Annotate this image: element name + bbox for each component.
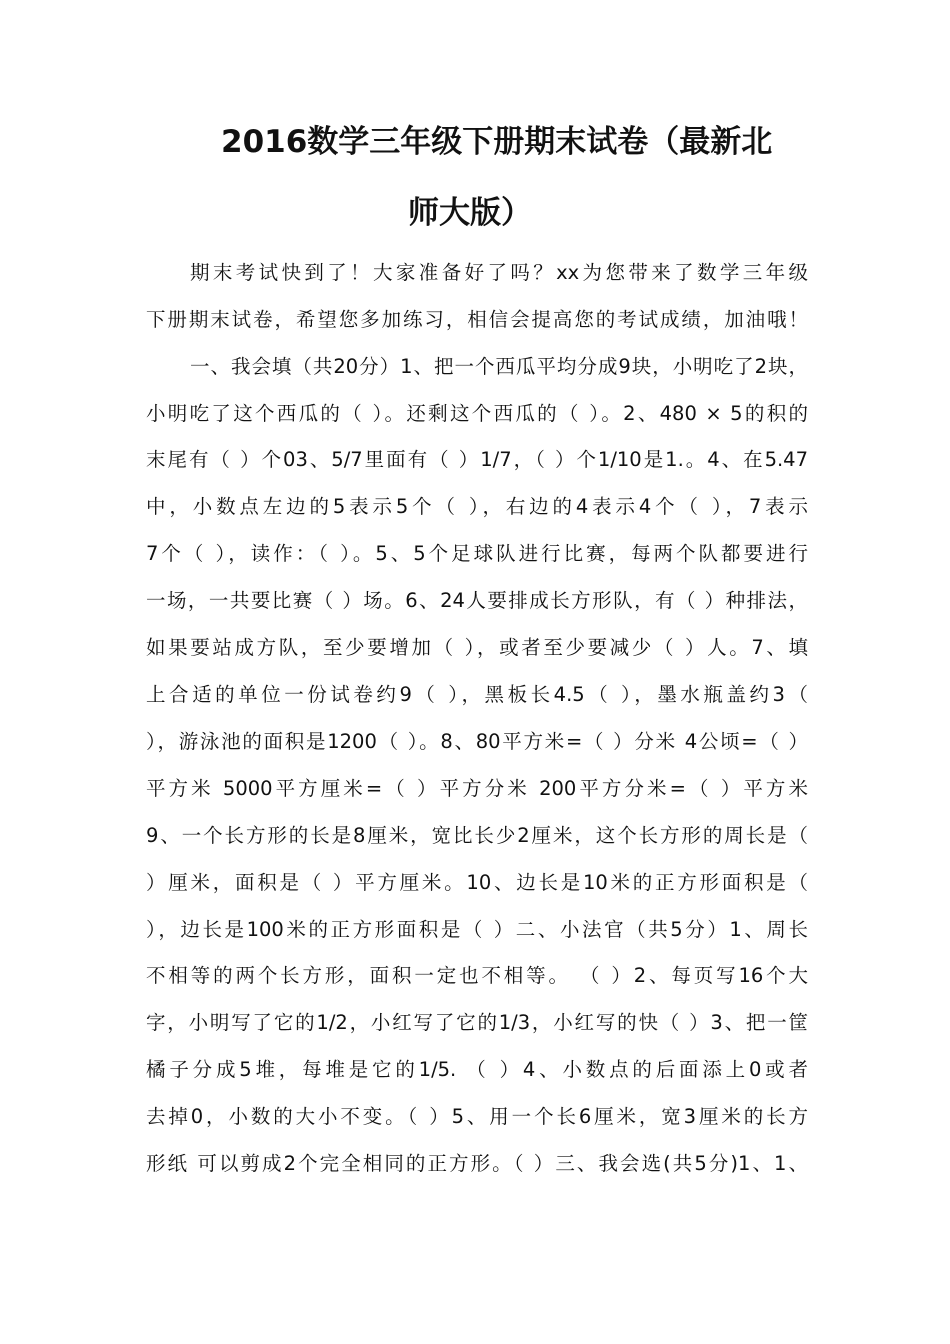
body-line-7: 如果要站成方队，至少要增加（ ），或者至少要减少（ ）人。7、填 <box>146 636 808 659</box>
body-line-13: ），边长是100米的正方形面积是（ ）二、小法官（共5分）1、周长 <box>146 918 808 941</box>
body-line-18: 形纸 可以剪成2个完全相同的正方形。（ ）三、我会选(共5分)1、1、 <box>146 1152 808 1175</box>
intro-line-1: 期末考试快到了！大家准备好了吗？xx为您带来了数学三年级 <box>190 261 808 284</box>
body-line-6: 一场，一共要比赛（ ）场。6、24人要排成长方形队，有（ ）种排法， <box>146 589 808 612</box>
body-line-8: 上合适的单位一份试卷约9（ ），黑板长4.5（ ），墨水瓶盖约3（ <box>146 683 808 706</box>
body-line-2: 小明吃了这个西瓜的（ ）。还剩这个西瓜的（ ）。2、480 × 5的积的 <box>146 402 808 425</box>
intro-line-2: 下册期末试卷，希望您多加练习，相信会提高您的考试成绩，加油哦！ <box>146 308 808 331</box>
body-line-14: 不相等的两个长方形，面积一定也不相等。 （ ）2、每页写16个大 <box>146 964 808 987</box>
body-line-5: 7个（ ），读作：（ ）。5、5个足球队进行比赛，每两个队都要进行 <box>146 542 808 565</box>
body-line-3: 末尾有（ ）个03、5/7里面有（ ）1/7，（ ）个1/10是1.。4、在5.47 <box>146 448 808 471</box>
body-line-1: 一、我会填（共20分）1、把一个西瓜平均分成9块，小明吃了2块， <box>190 355 808 378</box>
body-line-9: ），游泳池的面积是1200（ ）。8、80平方米=（ ）分米 4公顷=（ ） <box>146 730 808 753</box>
body-line-10: 平方米 5000平方厘米=（ ）平方分米 200平方分米=（ ）平方米 <box>146 777 808 800</box>
body-line-12: ）厘米，面积是（ ）平方厘米。10、边长是10米的正方形面积是（ <box>146 871 808 894</box>
body-line-17: 去掉0，小数的大小不变。（ ）5、用一个长6厘米，宽3厘米的长方 <box>146 1105 808 1128</box>
body-line-15: 字，小明写了它的1/2，小红写了它的1/3，小红写的快（ ）3、把一筐 <box>146 1011 808 1034</box>
document-title-line-2: 师大版） <box>408 195 532 231</box>
body-line-11: 9、一个长方形的长是8厘米，宽比长少2厘米，这个长方形的周长是（ <box>146 824 808 847</box>
body-line-4: 中，小数点左边的5表示5个（ ），右边的4表示4个（ ），7表示 <box>146 495 808 518</box>
document-title-line-1: 2016数学三年级下册期末试卷（最新北 <box>221 124 773 160</box>
body-line-16: 橘子分成5堆，每堆是它的1/5. （ ）4、小数点的后面添上0或者 <box>146 1058 808 1081</box>
